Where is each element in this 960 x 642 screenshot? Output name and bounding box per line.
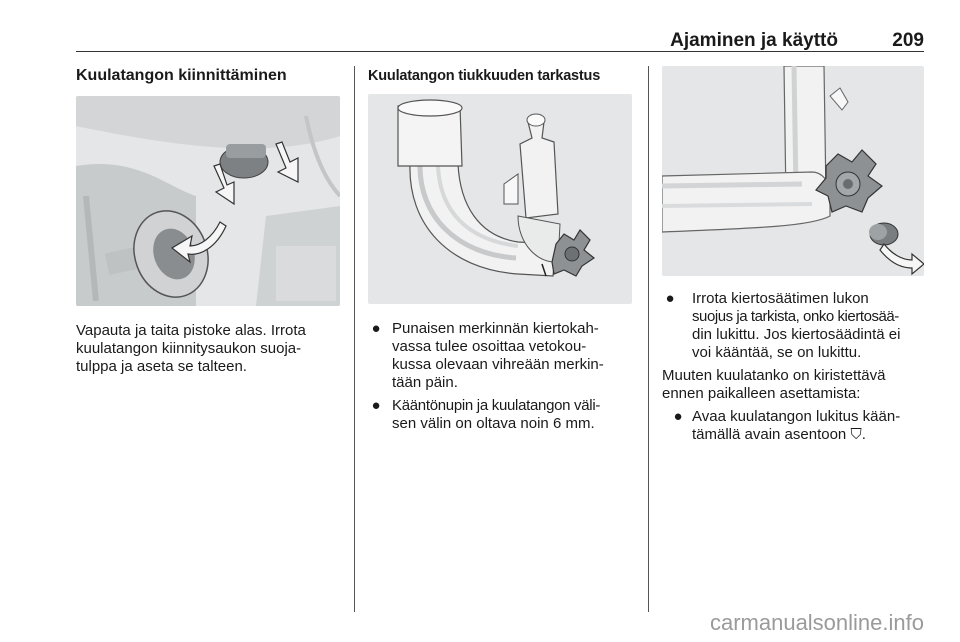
header-divider — [76, 51, 924, 52]
text-line: din lukittu. Jos kiertosäädintä ei — [692, 326, 901, 343]
text-line: tämällä avain asentoon ⛉. — [692, 426, 866, 443]
text-line: suojus ja tarkista, onko kiertosää- — [692, 308, 899, 325]
page-header — [76, 30, 924, 52]
heading-check-tightness: Kuulatangon tiukkuuden tarkastus — [368, 68, 601, 84]
column-divider-right — [648, 66, 649, 612]
text-line: Vapauta ja taita pistoke alas. Irrota — [76, 322, 306, 339]
col3-bullet-1 — [662, 290, 924, 362]
text-line: tään päin. — [392, 374, 458, 391]
col3-bullet-2 — [662, 408, 924, 444]
bullet-dot: ● — [371, 320, 381, 337]
text-line: vassa tulee osoittaa vetokou- — [392, 338, 587, 355]
text-line: ennen paikalleen asettamista: — [662, 385, 861, 402]
page-number: 209 — [892, 30, 924, 51]
text-line: Irrota kiertosäätimen lukon — [692, 290, 869, 307]
text-line: voi kääntää, se on lukittu. — [692, 344, 862, 361]
figure-lock-cap — [662, 66, 924, 276]
col3-paragraph — [662, 367, 924, 403]
bullet-dot: ● — [371, 397, 381, 414]
watermark: carmanualsonline.info — [709, 610, 924, 635]
figure-socket-cover — [76, 96, 340, 306]
text-line: kuulatangon kiinnitysaukon suoja- — [76, 340, 302, 357]
heading-attach-tow-bar: Kuulatangon kiinnittäminen — [76, 67, 287, 84]
text-line: Avaa kuulatangon lukitus kään- — [692, 408, 901, 425]
text-line: Kääntönupin ja kuulatangon väli- — [392, 397, 601, 414]
text-line: kussa olevaan vihreään merkin- — [392, 356, 604, 373]
text-line: tulppa ja aseta se talteen. — [76, 358, 247, 375]
bullet-dot: ● — [673, 408, 683, 425]
col2-bullet-2 — [368, 397, 634, 433]
col2-bullet-1 — [368, 320, 634, 392]
figure-tow-ball — [368, 94, 632, 304]
col1-paragraph — [76, 322, 340, 376]
text-line: Punaisen merkinnän kiertokah- — [392, 320, 599, 337]
column-divider-left — [354, 66, 355, 612]
bullet-dot: ● — [665, 290, 675, 307]
section-title: Ajaminen ja käyttö — [670, 30, 838, 51]
text-line: sen välin on oltava noin 6 mm. — [392, 415, 595, 432]
text-line: Muuten kuulatanko on kiristettävä — [662, 367, 886, 384]
